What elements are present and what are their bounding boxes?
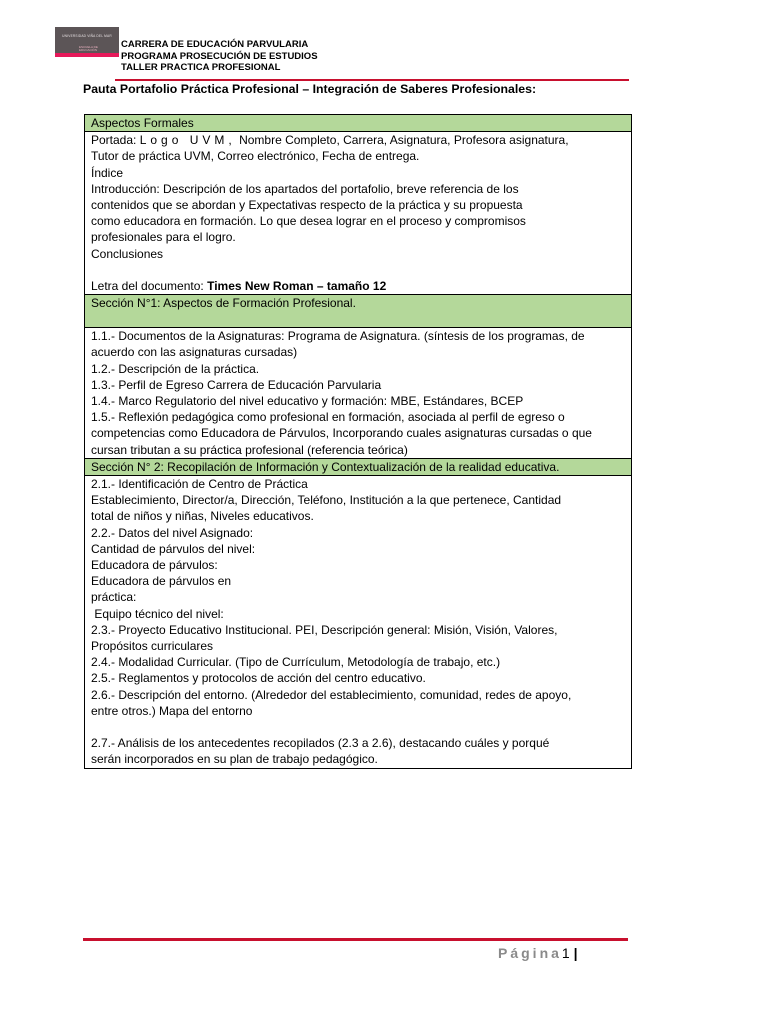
sec2-item-2-4: 2.4.- Modalidad Curricular. (Tipo de Currículum, Metodología de trabajo, etc.): [91, 655, 501, 670]
sec1-item-1-3: 1.3.- Perfil de Egreso Carrera de Educación Parvularia: [91, 377, 382, 392]
logo-top-text: UNIVERSIDAD VIÑA DEL MAR: [62, 34, 112, 38]
section-heading-2: Sección N° 2: Recopilación de Información y Contextualización de la realidad educativa.: [85, 459, 631, 476]
sec1-item-1-5: 1.5.- Reflexión pedagógica como profesional en formación, asociada al perfil de egreso o: [91, 410, 565, 425]
sec1-item-1-1: 1.1.- Documentos de la Asignaturas: Programa de Asignatura. (síntesis de los programas, de: [91, 329, 585, 344]
sec1-item-1-5-end: cursan tributan a su práctica profesional (referencia teórica): [91, 442, 408, 457]
university-logo: [55, 27, 119, 57]
conclusiones-line: Conclusiones: [91, 246, 164, 261]
font-line: Letra del documento: Times New Roman – tamaño 12: [91, 279, 387, 294]
sec2-field-educadora: Educadora de párvulos:: [91, 558, 218, 573]
header-line-3: TALLER PRACTICA PROFESIONAL: [121, 62, 281, 73]
sec2-item-2-6-cont: entre otros.) Mapa del entorno: [91, 703, 253, 718]
header-line-2: PROGRAMA PROSECUCIÓN DE ESTUDIOS: [121, 50, 318, 62]
sec2-field-educadora-practica: Educadora de párvulos en: [91, 574, 232, 589]
page-title: Pauta Portafolio Práctica Profesional – Integración de Saberes Profesionales:: [83, 82, 537, 96]
intro-line-3: como educadora en formación. Lo que desea lograr en el proceso y compromisos: [91, 214, 526, 229]
font-value: Times New Roman – tamaño 12: [207, 279, 387, 294]
page-word: Página: [498, 945, 562, 961]
sec2-field-cantidad: Cantidad de párvulos del nivel:: [91, 541, 256, 556]
sec2-item-2-6: 2.6.- Descripción del entorno. (Alrededor del establecimiento, comunidad, redes de apoyo,: [91, 687, 572, 702]
page-number-value: 1: [561, 945, 570, 961]
footer-divider: [83, 938, 628, 941]
sec2-item-2-7-cont: serán incorporados en su plan de trabajo pedagógico.: [91, 752, 378, 767]
intro-line-1: Introducción: Descripción de los apartados del portafolio, breve referencia de los: [91, 181, 519, 196]
sec1-item-1-5-cont: competencias como Educadora de Párvulos, Incorporando cuales asignaturas cursadas o que: [91, 426, 592, 441]
portfolio-guide-table: [84, 114, 632, 769]
header-divider: [115, 79, 629, 81]
page-separator: |: [573, 945, 578, 961]
logo-uvm-text: Logo UVM,: [139, 133, 236, 148]
page-number: [498, 945, 578, 961]
intro-line-2: contenidos que se abordan y Expectativas respecto de la práctica y su propuesta: [91, 198, 523, 213]
logo-sub-line-1: ESCUELA DE: [79, 45, 98, 49]
sec2-item-2-1-end: total de niños y niñas, Niveles educativos.: [91, 509, 314, 524]
indice-line: Índice: [91, 165, 124, 180]
section-heading-formal: Aspectos Formales: [85, 115, 631, 132]
sec1-item-1-2: 1.2.- Descripción de la práctica.: [91, 361, 260, 376]
sec2-item-2-3-cont: Propósitos curriculares: [91, 639, 214, 654]
section-body-formal: [85, 132, 631, 295]
document-header: [121, 39, 318, 74]
sec2-item-2-3: 2.3.- Proyecto Educativo Institucional. PEI, Descripción general: Misión, Visión, Valores,: [91, 622, 558, 637]
logo-sub-line-2: EDUCACIÓN: [79, 48, 98, 53]
sec2-field-practica: práctica:: [91, 590, 137, 605]
intro-line-4: profesionales para el logro.: [91, 230, 236, 245]
sec2-item-2-1-cont: Establecimiento, Director/a, Dirección, Teléfono, Institución a la que pertenece, Cantidad: [91, 493, 562, 508]
portada-line: Portada: Logo UVM, Nombre Completo, Carrera, Asignatura, Profesora asignatura,: [91, 133, 569, 148]
sec1-item-1-4: 1.4.- Marco Regulatorio del nivel educativo y formación: MBE, Estándares, BCEP: [91, 394, 524, 409]
sec2-item-2-2: 2.2.- Datos del nivel Asignado:: [91, 525, 254, 540]
header-line-1: CARRERA DE EDUCACIÓN PARVULARIA: [121, 39, 309, 50]
sec2-item-2-7: 2.7.- Análisis de los antecedentes recopilados (2.3 a 2.6), destacando cuáles y porqué: [91, 736, 550, 751]
section-body-1: [85, 328, 631, 459]
spacer: [91, 262, 625, 278]
logo-accent-bar: [55, 53, 119, 57]
section-body-2: [85, 476, 631, 768]
sec2-field-equipo: Equipo técnico del nivel:: [91, 606, 224, 621]
logo-sub-text: [79, 46, 98, 53]
portada-line-2: Tutor de práctica UVM, Correo electrónico, Fecha de entrega.: [91, 149, 420, 164]
sec2-item-2-5: 2.5.- Reglamentos y protocolos de acción del centro educativo.: [91, 671, 426, 686]
section-heading-1: Sección N°1: Aspectos de Formación Profesional.: [85, 295, 631, 328]
spacer: [91, 719, 625, 735]
sec1-item-1-1-cont: acuerdo con las asignaturas cursadas): [91, 345, 298, 360]
sec2-item-2-1: 2.1.- Identificación de Centro de Práctica: [91, 477, 308, 492]
